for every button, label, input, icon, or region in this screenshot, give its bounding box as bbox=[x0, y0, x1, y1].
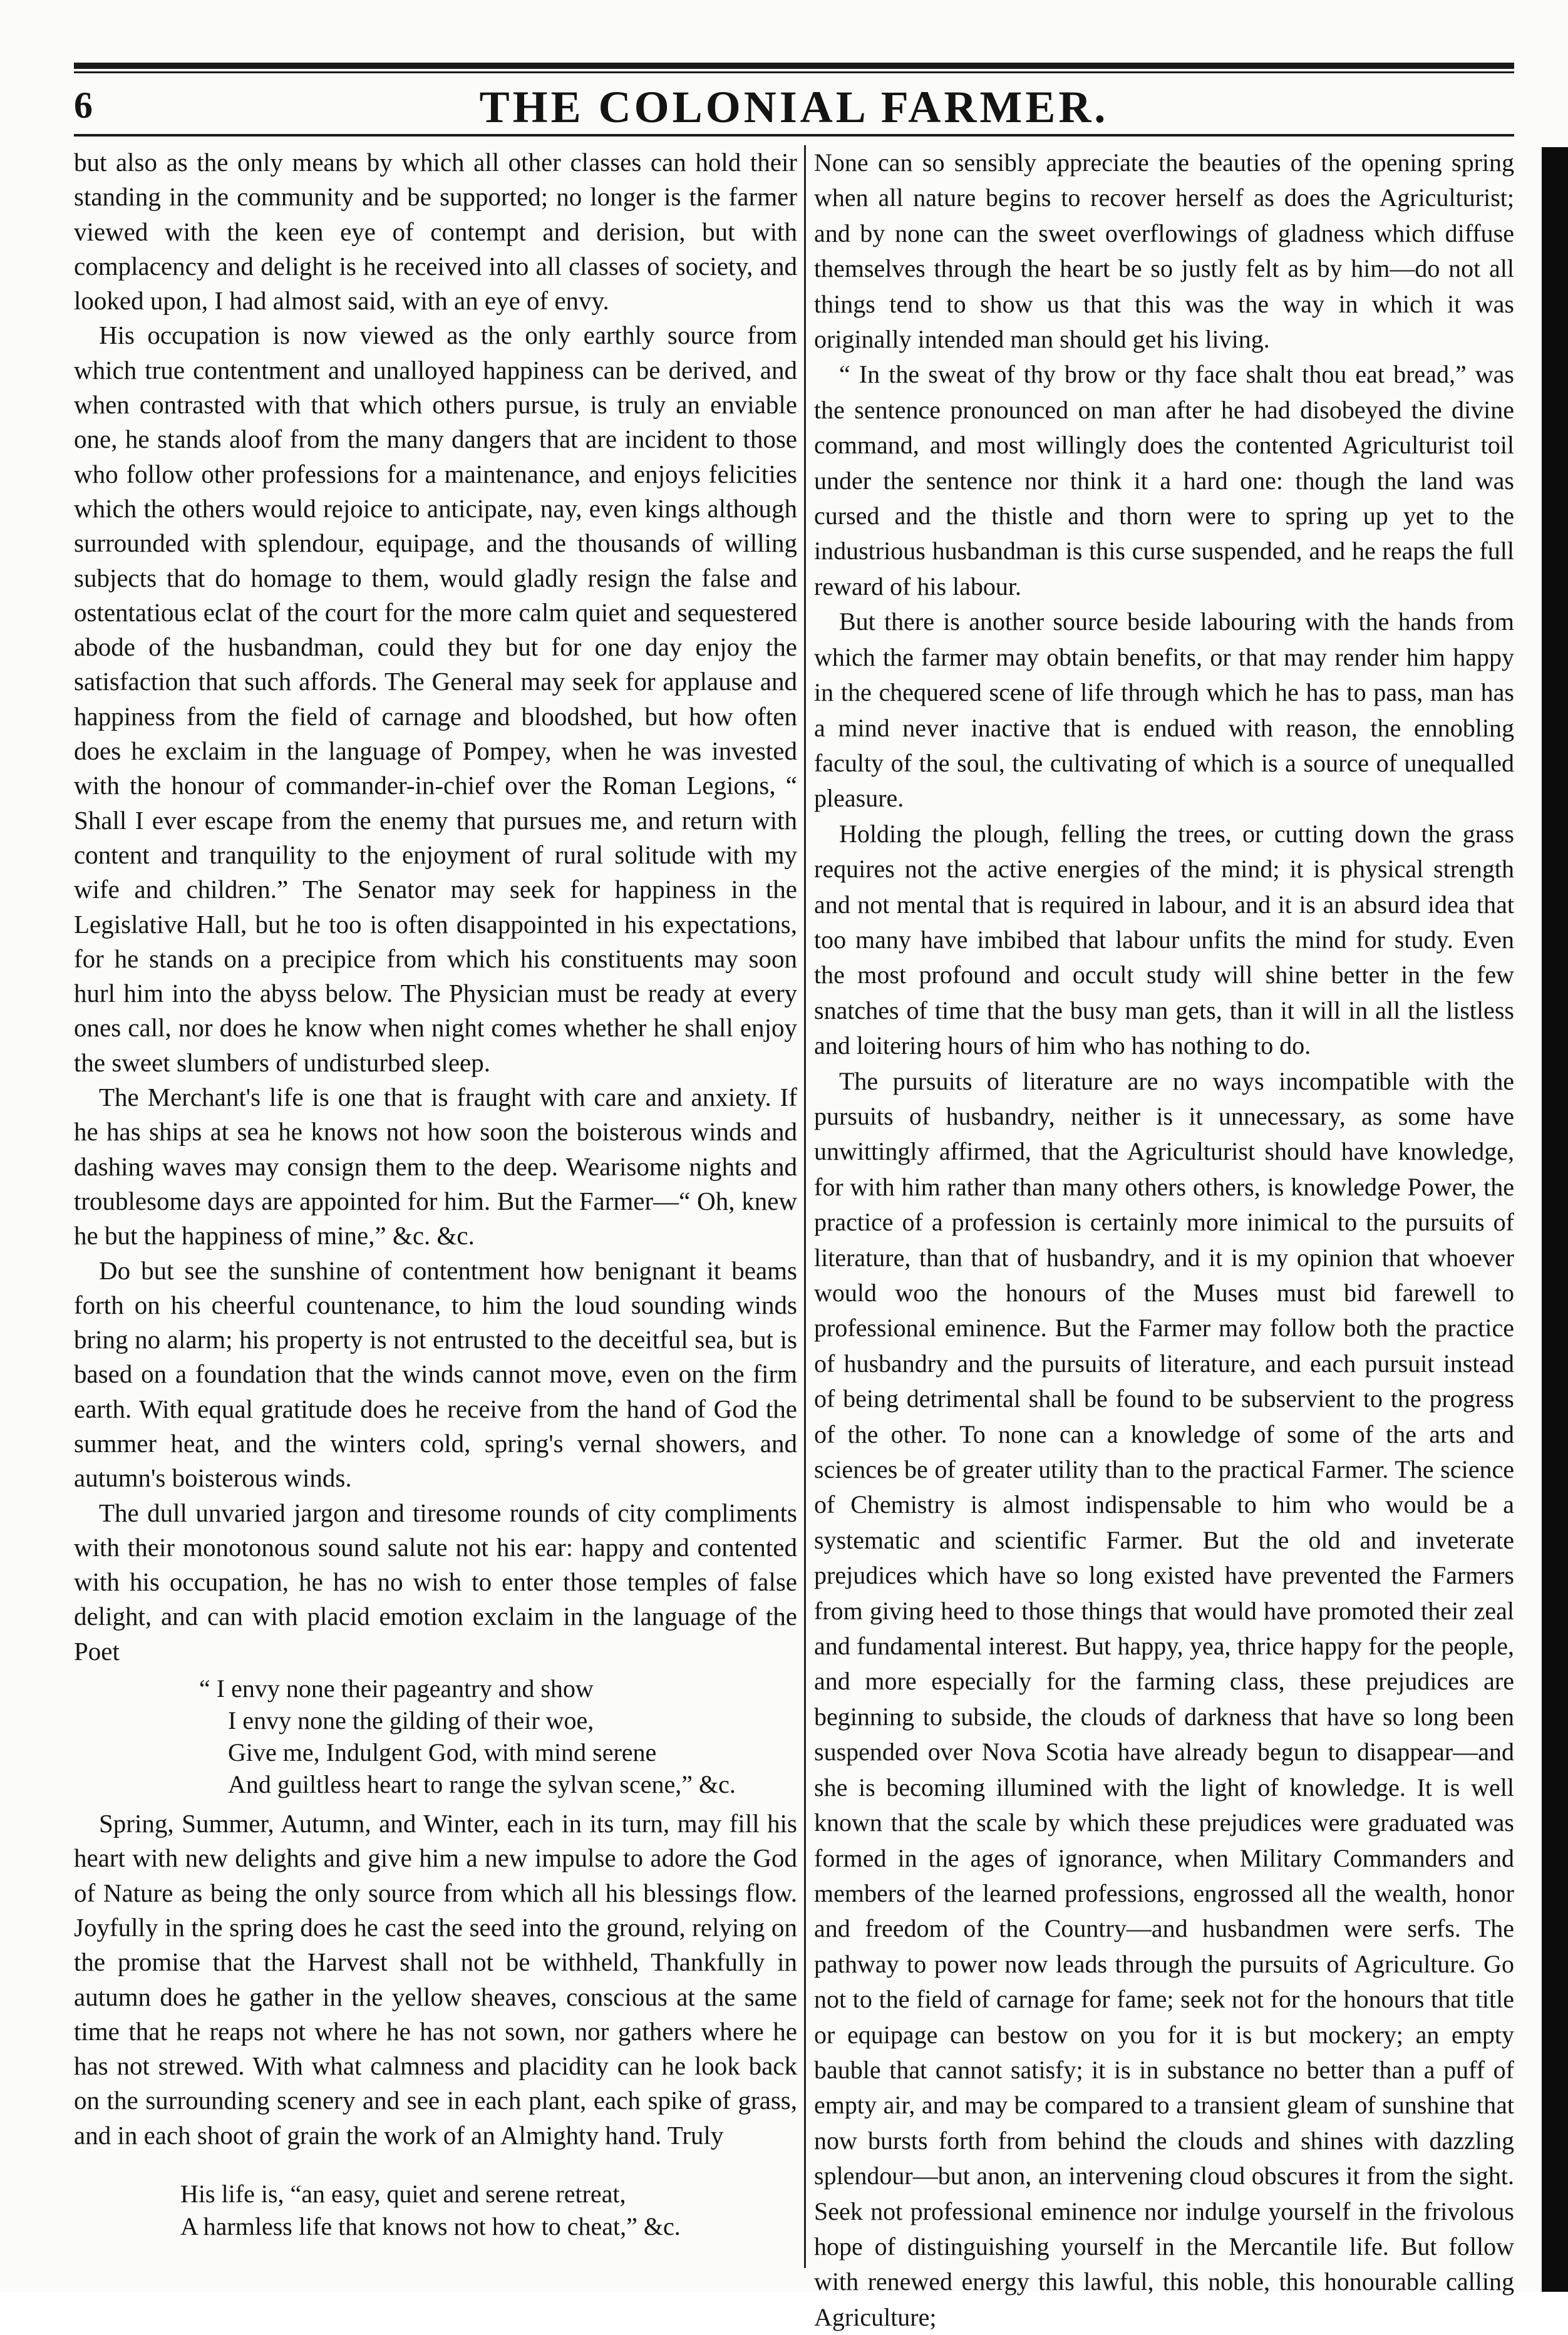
page-number: 6 bbox=[74, 85, 93, 126]
scan-edge-shadow bbox=[1542, 147, 1568, 2292]
left-column bbox=[74, 145, 797, 2268]
poem-line: A harmless life that knows not how to cheat,” &c. bbox=[180, 2212, 681, 2241]
right-paragraph-4: Holding the plough, felling the trees, or cutting down the grass requires not the active energies of the mind; it is physical strength and not mental that is required in labour, and it is an absurd idea that too many have imbibed that labour unfits the mind for study. Even the most profound and occult study will shine better in the few snatches of time that the busy man gets, than it will in all the listless and loitering hours of him who has nothing to do. bbox=[814, 819, 1514, 1060]
left-paragraph-3: The Merchant's life is one that is fraught with care and anxiety. If he has ships at sea he knows not how soon the boisterous winds and dashing waves may consign them to the deep. Wearisome nights and troublesome days are appointed for him. But the Farmer—“ Oh, knew he but the happiness of mine,” &c. &c. bbox=[74, 1083, 797, 1250]
left-paragraph-4: Do but see the sunshine of contentment how benignant it beams forth on his cheerful countenance, to him the loud sounding winds bring no alarm; his property is not entrusted to the deceitful sea, but is based on a foundation that the winds cannot move, even on the firm earth. With equal gratitude does he receive from the hand of God the summer heat, and the winters cold, spring's vernal showers, and autumn's boisterous winds. bbox=[74, 1255, 797, 1493]
right-paragraph-5: The pursuits of literature are no ways incompatible with the pursuits of husbandry, neither is it unnecessary, as some have unwittingly affirmed, that the Agriculturist should have knowledge, for with him rather than many others others, is knowledge Power, the practice of a profession is certainly more inimical to the pursuits of literature, than that of husbandry, and it is my opinion that whoever would woo the honours of the Muses must bid farewell to professional eminence. But the Farmer may follow both the practice of husbandry and the pursuits of literature, and each pursuit instead of being detrimental shall be found to be subservient to the progress of the other. To none can a knowledge of some of the arts and sciences be of greater utility than to the practical Farmer. The science of Chemistry is almost indispensable to him who would be a systematic and scientific Farmer. But the old and inveterate prejudices which have so long existed have prevented the Farmers from giving heed to those things that would have promoted their zeal and fundamental interest. But happy, yea, thrice happy for the people, and more especially for the farming class, these prejudices are beginning to subside, the clouds of darkness that have so long been suspended over Nova Scotia have already begun to disappear—and she is becoming illumined with the light of knowledge. It is well known that the scale by which these prejudices were graduated was formed in the ages of ignorance, when Military Commanders and members of the learned professions, engrossed all the wealth, honor and freedom of the Country—and husbandmen were serfs. The pathway to power now leads through the pursuits of Agriculture. Go not to the field of carnage for fame; seek not for the honours that title or equipage can bestow on you for it is but mockery; an empty bauble that cannot satisfy; it is in substance no better than a puff of empty air, and may be compared to a transient gleam of sunshine that now bursts forth from behind the clouds and shines with dazzling splendour—but anon, an intervening cloud obscures it from the sight. Seek not professional eminence nor indulge yourself in the frivolous hope of distinguishing yourself in the Mercantile life. But follow with renewed energy this lawful, this noble, this honourable calling Agriculture; bbox=[814, 1066, 1514, 2331]
poem-line: “ I envy none their pageantry and show bbox=[199, 1674, 594, 1703]
masthead-title: THE COLONIAL FARMER. bbox=[479, 82, 1109, 132]
poem-quote-2 bbox=[74, 2178, 797, 2243]
poem-line: I envy none the gilding of their woe, bbox=[228, 1706, 594, 1735]
left-paragraph-2: His occupation is now viewed as the only earthly source from which true contentment and unalloyed happiness can be derived, and when contrasted with that which others pursue, is truly an enviable one, he stands aloof from the many dangers that are incident to those who follow other professions for a maintenance, and enjoys felicities which the others would rejoice to anticipate, nay, even kings although surrounded with splendour, equipage, and the thousands of willing subjects that do homage to them, would gladly resign the false and ostentatious eclat of the court for the more calm quiet and sequestered abode of the husbandman, could they but for one day enjoy the satisfaction that such affords. The General may seek for applause and happiness from the field of carnage and bloodshed, but how often does he exclaim in the language of Pompey, when he was invested with the honour of commander-in-chief over the Roman Legions, “ Shall I ever escape from the enemy that pursues me, and return with content and tranquility to the enjoyment of rural solitude with my wife and children.” The Senator may seek for happiness in the Legislative Hall, but he too is often disappointed in his expectations, for he stands on a precipice from which his constituents may soon hurl him into the abyss below. The Physician must be ready at every ones call, nor does he know when night comes whether he shall enjoy the sweet slumbers of undisturbed sleep. bbox=[74, 321, 797, 1077]
left-paragraph-5: The dull unvaried jargon and tiresome rounds of city compliments with their monotonous sound salute not his ear: happy and contented with his occupation, he has no wish to enter those temples of false delight, and can with placid emotion exclaim in the language of the Poet bbox=[74, 1498, 797, 1666]
column-divider bbox=[804, 145, 806, 2268]
right-paragraph-1: None can so sensibly appreciate the beauties of the opening spring when all nature begins to recover herself as does the Agriculturist; and by none can the sweet overflowings of gladness which diffuse themselves through the heart be so justly felt as by him—do not all things tend to show us that this was the way in which it was originally intended man should get his living. bbox=[814, 148, 1514, 354]
top-rule bbox=[74, 63, 1514, 69]
top-rule-thin bbox=[74, 71, 1514, 73]
poem-line: Give me, Indulgent God, with mind serene bbox=[228, 1738, 657, 1767]
left-paragraph-6: Spring, Summer, Autumn, and Winter, each in its turn, may fill his heart with new delights and give him a new impulse to adore the God of Nature as being the only source from which all his blessings flow. Joyfully in the spring does he cast the seed into the ground, relying on the promise that the Harvest shall not be withheld, Thankfully in autumn does he gather in the yellow sheaves, conscious at the same time that he reaps not where he has not sown, nor gathers where he has not strewed. With what calmness and placidity can he look back on the surrounding scenery and see in each plant, each spike of grass, and in each shoot of grain the work of an Almighty hand. Truly bbox=[74, 1809, 797, 2150]
poem-line: And guiltless heart to range the sylvan scene,” &c. bbox=[228, 1770, 736, 1799]
poem-quote-1 bbox=[74, 1673, 797, 1800]
right-paragraph-3: But there is another source beside labouring with the hands from which the farmer may obtain benefits, or that may render him happy in the chequered scene of life through which he has to pass, man has a mind never inactive that is endued with reason, the ennobling faculty of the soul, the cultivating of which is a source of unequalled pleasure. bbox=[814, 607, 1514, 813]
header-rule bbox=[74, 134, 1514, 137]
poem-line: His life is, “an easy, quiet and serene retreat, bbox=[180, 2180, 626, 2209]
right-column bbox=[814, 145, 1514, 2331]
right-paragraph-2: “ In the sweat of thy brow or thy face shalt thou eat bread,” was the sentence pronounced on man after he had disobeyed the divine command, and most willingly does the contented Agriculturist toil under the sentence nor think it a hard one: though the land was cursed and the thistle and thorn were to spring up yet to the industrious husbandman is this curse suspended, and he reaps the full reward of his labour. bbox=[814, 360, 1514, 601]
left-paragraph-1: but also as the only means by which all other classes can hold their standing in the community and be supported; no longer is the farmer viewed with the keen eye of contempt and derision, but with complacency and delight is he received into all classes of society, and looked upon, I had almost said, with an eye of envy. bbox=[74, 148, 797, 316]
